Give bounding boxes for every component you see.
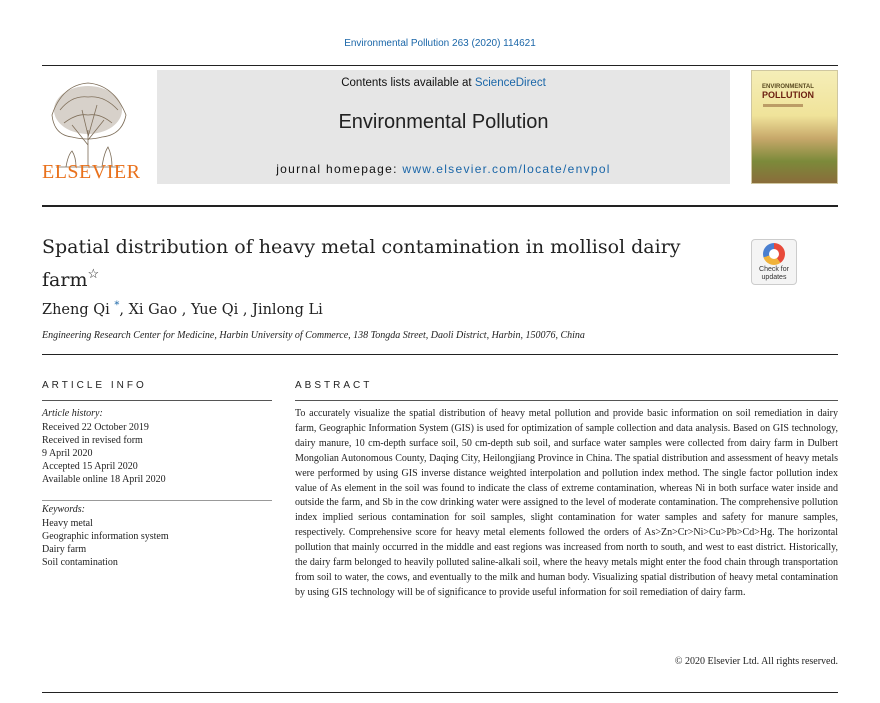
author-name[interactable]: Zheng Qi [42,302,110,318]
abstract-bottom-rule [42,692,838,693]
corresponding-author-mark[interactable]: * [114,300,120,311]
check-updates-icon [763,243,785,265]
article-info-heading: ARTICLE INFO [42,380,147,391]
copyright-notice: © 2020 Elsevier Ltd. All rights reserved. [674,656,838,667]
author-separator: , [177,302,191,318]
header-bottom-rule [42,205,838,207]
cover-title [762,84,814,100]
contents-availability [157,77,730,89]
history-entry: Received 22 October 2019 [42,422,149,433]
contents-prefix: Contents lists available at [341,77,475,89]
check-for-updates-button[interactable] [751,239,797,285]
history-entry: Received in revised form [42,435,143,446]
keyword-item[interactable]: Geographic information system [42,531,169,542]
header-top-rule [42,65,838,66]
sciencedirect-link[interactable]: ScienceDirect [474,77,546,89]
journal-title[interactable]: Environmental Pollution [338,111,549,133]
author-name[interactable]: Jinlong Li [252,302,323,318]
article-history-list [42,421,166,486]
cover-title-line2: POLLUTION [762,90,814,100]
author-separator: , [119,302,129,318]
check-updates-label [752,266,796,282]
homepage-link[interactable]: www.elsevier.com/locate/envpol [402,162,611,176]
abstract-heading: ABSTRACT [295,380,373,391]
abstract-text: To accurately visualize the spatial distribution of heavy metal pollution and provide basic information on soil remediation in dairy farm, Geographic Information System (GIS) is used for optimization of sample collection and data analysis. Based on GIS technology, dairy manure, 10 cm-depth surface soil, 50 cm-depth sub soil, and surface water samples were collected from dairy farm in Dulbert Mongolian Autonomous County, Daqing City, Heilongjiang Province in China. The spatial distribution and assessment of heavy metals were performed by using GIS inverse distance weighted interpolation and pollution index method. The single factor pollution index value of As element in the soil was found to indicate the class of extreme contamination, whereas Ni in both surface water inside and outside the farm, and Sb in the cow drinking water were assigned to the level of moderate contamination. The comprehensive pollution index implied serious contamination for soil samples, slight contamination for water samples and safety for manure samples, respectively. Comprehensive score for heavy metal elements followed the orders of As>Zn>Cr>Ni>Cu>Pb>Cd>Hg. The horizontal pollution that mainly occurred in the middle and east regions was increased from north to south, and west to east district. Historically, the dairy farm belonged to heavily polluted saline-alkali soil, where the heavy metals might enter the food chain through transportation from soil to water, the cows, and eventually to the milk and human body. Visualizing spatial distribution of heavy metal contamination by using GIS technology will be of significance to provide useful information for soil remediation of dairy farm. [295,408,838,598]
journal-reference[interactable]: Environmental Pollution 263 (2020) 114621 [344,38,536,49]
history-entry: Accepted 15 April 2020 [42,461,138,472]
cover-title-line1: ENVIRONMENTAL [762,84,814,90]
keyword-item[interactable]: Heavy metal [42,518,93,529]
keyword-item[interactable]: Dairy farm [42,544,87,555]
abstract-rule [295,400,838,401]
author-name[interactable]: Xi Gao [128,302,178,318]
homepage-prefix: journal homepage: [276,162,403,176]
title-line2: farm [42,269,88,291]
article-info-rule [42,400,272,401]
author-separator: , [238,302,253,318]
journal-cover-image[interactable] [751,70,838,184]
history-entry: 9 April 2020 [42,448,93,459]
author-affiliation: Engineering Research Center for Medicine, Harbin University of Commerce, 138 Tongda Street, Daoli District, Harbin, 150076, China [42,330,585,341]
elsevier-wordmark: ELSEVIER [42,161,141,183]
keyword-item[interactable]: Soil contamination [42,557,118,568]
title-footnote-mark[interactable]: ☆ [87,267,100,282]
title-line1: Spatial distribution of heavy metal contamination in mollisol dairy [42,236,681,258]
author-list [42,300,323,318]
cover-subtitle-bar [763,104,803,107]
history-entry: Available online 18 April 2020 [42,474,166,485]
journal-banner [157,70,730,184]
keywords-divider [42,500,272,501]
section-divider [42,354,838,355]
journal-homepage [157,162,730,176]
check-updates-label-line1: Check for [759,266,789,273]
paper-title [42,234,722,294]
check-updates-icon-center [769,249,779,259]
check-updates-label-line2: updates [761,274,787,281]
article-history-label: Article history: [42,408,103,419]
author-name[interactable]: Yue Qi [190,302,239,318]
keywords-list [42,517,169,569]
keywords-label: Keywords: [42,504,85,515]
